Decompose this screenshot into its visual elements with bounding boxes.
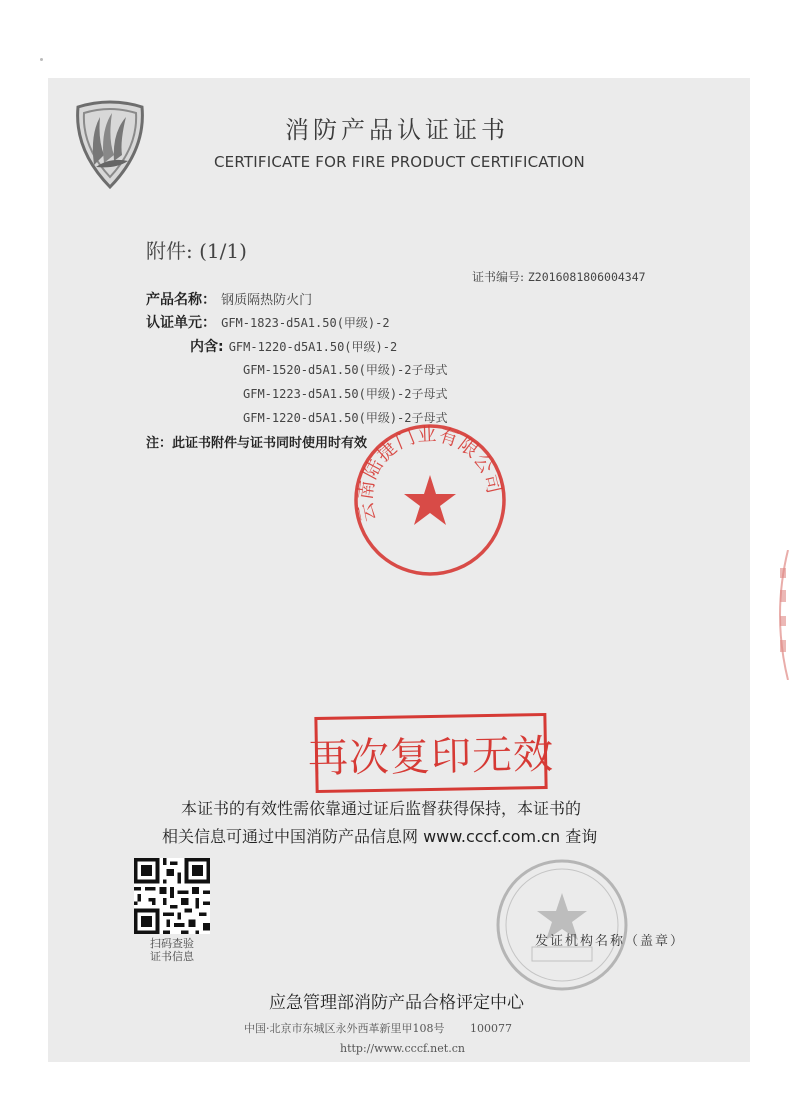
product-name-row [146, 289, 312, 309]
certificate-number-label: 证书编号: [472, 270, 525, 284]
issuing-center-url[interactable]: http://www.cccf.net.cn [340, 1042, 465, 1055]
qr-caption [134, 937, 210, 963]
product-name-label: 产品名称： [146, 292, 216, 308]
fire-certification-logo [70, 95, 150, 195]
copy-invalid-stamp: 再次复印无效 [314, 713, 547, 793]
certificate-title-en: CERTIFICATE FOR FIRE PRODUCT CERTIFICATION [214, 153, 585, 171]
address-text: 中国·北京市东城区永外西革新里甲108号 [244, 1022, 445, 1035]
includes-item: GFM-1223-d5A1.50(甲级)-2子母式 [243, 387, 448, 401]
issuer-seal [492, 855, 632, 995]
includes-item: GFM-1520-d5A1.50(甲级)-2子母式 [243, 363, 448, 377]
cert-unit-label: 认证单元： [146, 315, 216, 331]
includes-label: 内含: [190, 339, 224, 355]
includes-item: GFM-1220-d5A1.50(甲级)-2 [228, 340, 398, 354]
validity-statement-line: 本证书的有效性需依靠通过证后监督获得保持，本证书的 [181, 799, 582, 818]
qr-caption-line: 证书信息 [150, 950, 194, 963]
certificate-title-cn: 消防产品认证证书 [285, 116, 509, 144]
validity-statement-line: 相关信息可通过中国消防产品信息网 www.cccf.com.cn 查询 [162, 827, 598, 846]
includes-item: GFM-1220-d5A1.50(甲级)-2子母式 [243, 411, 448, 425]
attachment-note: 注：此证书附件与证书同时使用时有效 [146, 436, 368, 451]
qr-caption-line: 扫码查验 [150, 937, 194, 950]
cert-unit-row [146, 312, 390, 332]
includes-row [190, 336, 397, 356]
postcode: 100077 [470, 1022, 512, 1035]
certificate-number-value: Z2016081806004347 [527, 270, 646, 284]
company-seal [350, 420, 510, 580]
issuer-label: 发证机构名称（盖章） [535, 934, 686, 949]
certificate-number [472, 268, 646, 285]
verification-qr-code[interactable] [134, 858, 210, 934]
issuing-center-name: 应急管理部消防产品合格评定中心 [269, 993, 524, 1013]
issuing-center-address [244, 1020, 512, 1036]
scan-speck [40, 58, 43, 61]
attachment-label: 附件: (1/1) [146, 239, 247, 263]
margin-stamp-fragment [768, 550, 791, 680]
cert-unit-value: GFM-1823-d5A1.50(甲级)-2 [221, 316, 390, 330]
product-name-value: 钢质隔热防火门 [221, 293, 313, 308]
company-seal-text: 云南陆捷门业有限公司 [354, 423, 506, 524]
